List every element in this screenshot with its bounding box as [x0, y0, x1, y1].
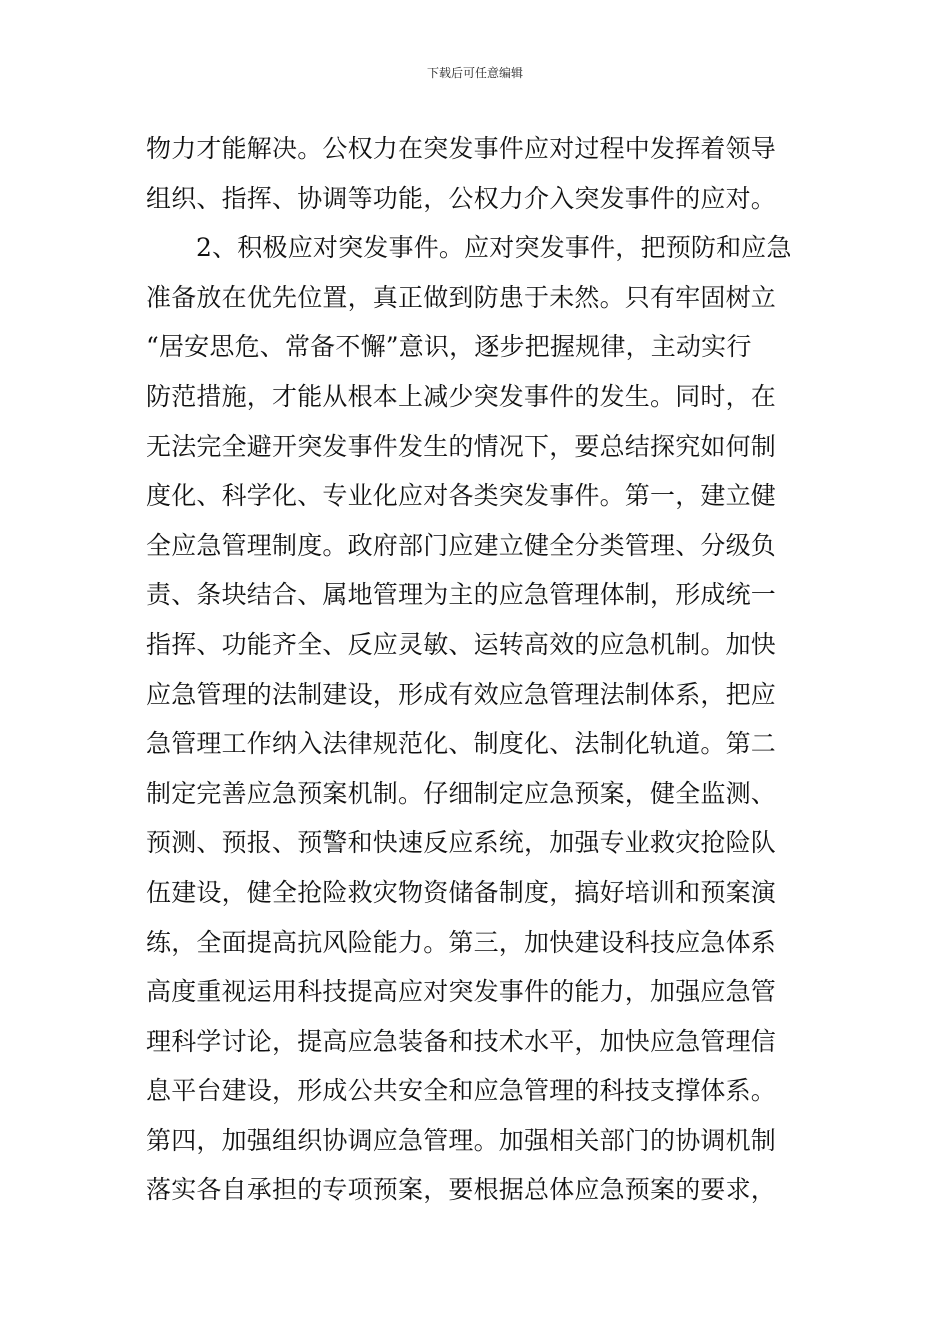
text-line: 度化、科学化、专业化应对各类突发事件。第一，建立健: [146, 481, 777, 511]
text-line: “居安思危、常备不懈”意识，逐步把握规律，主动实行: [146, 332, 752, 362]
text-line: 练，全面提高抗风险能力。第三，加快建设科技应急体系: [146, 927, 777, 957]
text-line: 组织、指挥、协调等功能，公权力介入突发事件的应对。: [146, 183, 777, 213]
text-line: 高度重视运用科技提高应对突发事件的能力，加强应急管: [146, 977, 777, 1007]
text-line: 制定完善应急预案机制。仔细制定应急预案，健全监测、: [146, 778, 777, 808]
paragraph-start-line: 2、积极应对突发事件。应对突发事件，把预防和应急: [196, 233, 792, 263]
text-line: 责、条块结合、属地管理为主的应急管理体制，形成统一: [146, 580, 777, 610]
text-line: 防范措施，才能从根本上减少突发事件的发生。同时，在: [146, 381, 777, 411]
text-line: 应急管理的法制建设，形成有效应急管理法制体系，把应: [146, 679, 777, 709]
text-line: 物力才能解决。公权力在突发事件应对过程中发挥着领导: [146, 134, 777, 163]
text-line: 指挥、功能齐全、反应灵敏、运转高效的应急机制。加快: [146, 629, 777, 659]
text-line: 第四，加强组织协调应急管理。加强相关部门的协调机制: [146, 1125, 777, 1155]
text-line: 息平台建设，形成公共安全和应急管理的科技支撑体系。: [146, 1076, 777, 1106]
text-line: 预测、预报、预警和快速反应系统，加强专业救灾抢险队: [146, 828, 777, 858]
text-line: 理科学讨论，提高应急装备和技术水平，加快应急管理信: [146, 1026, 777, 1056]
text-line: 落实各自承担的专项预案，要根据总体应急预案的要求，: [146, 1175, 777, 1205]
text-line: 急管理工作纳入法律规范化、制度化、法制化轨道。第二: [146, 729, 777, 759]
text-line: 无法完全避开突发事件发生的情况下，要总结探究如何制: [146, 431, 777, 461]
page-header-note: 下载后可任意编辑: [426, 66, 523, 80]
document-body: [146, 124, 808, 1215]
text-line: 准备放在优先位置，真正做到防患于未然。只有牢固树立: [146, 282, 777, 312]
text-line: 伍建设，健全抢险救灾物资储备制度，搞好培训和预案演: [146, 877, 777, 907]
text-line: 全应急管理制度。政府部门应建立健全分类管理、分级负: [146, 530, 777, 560]
